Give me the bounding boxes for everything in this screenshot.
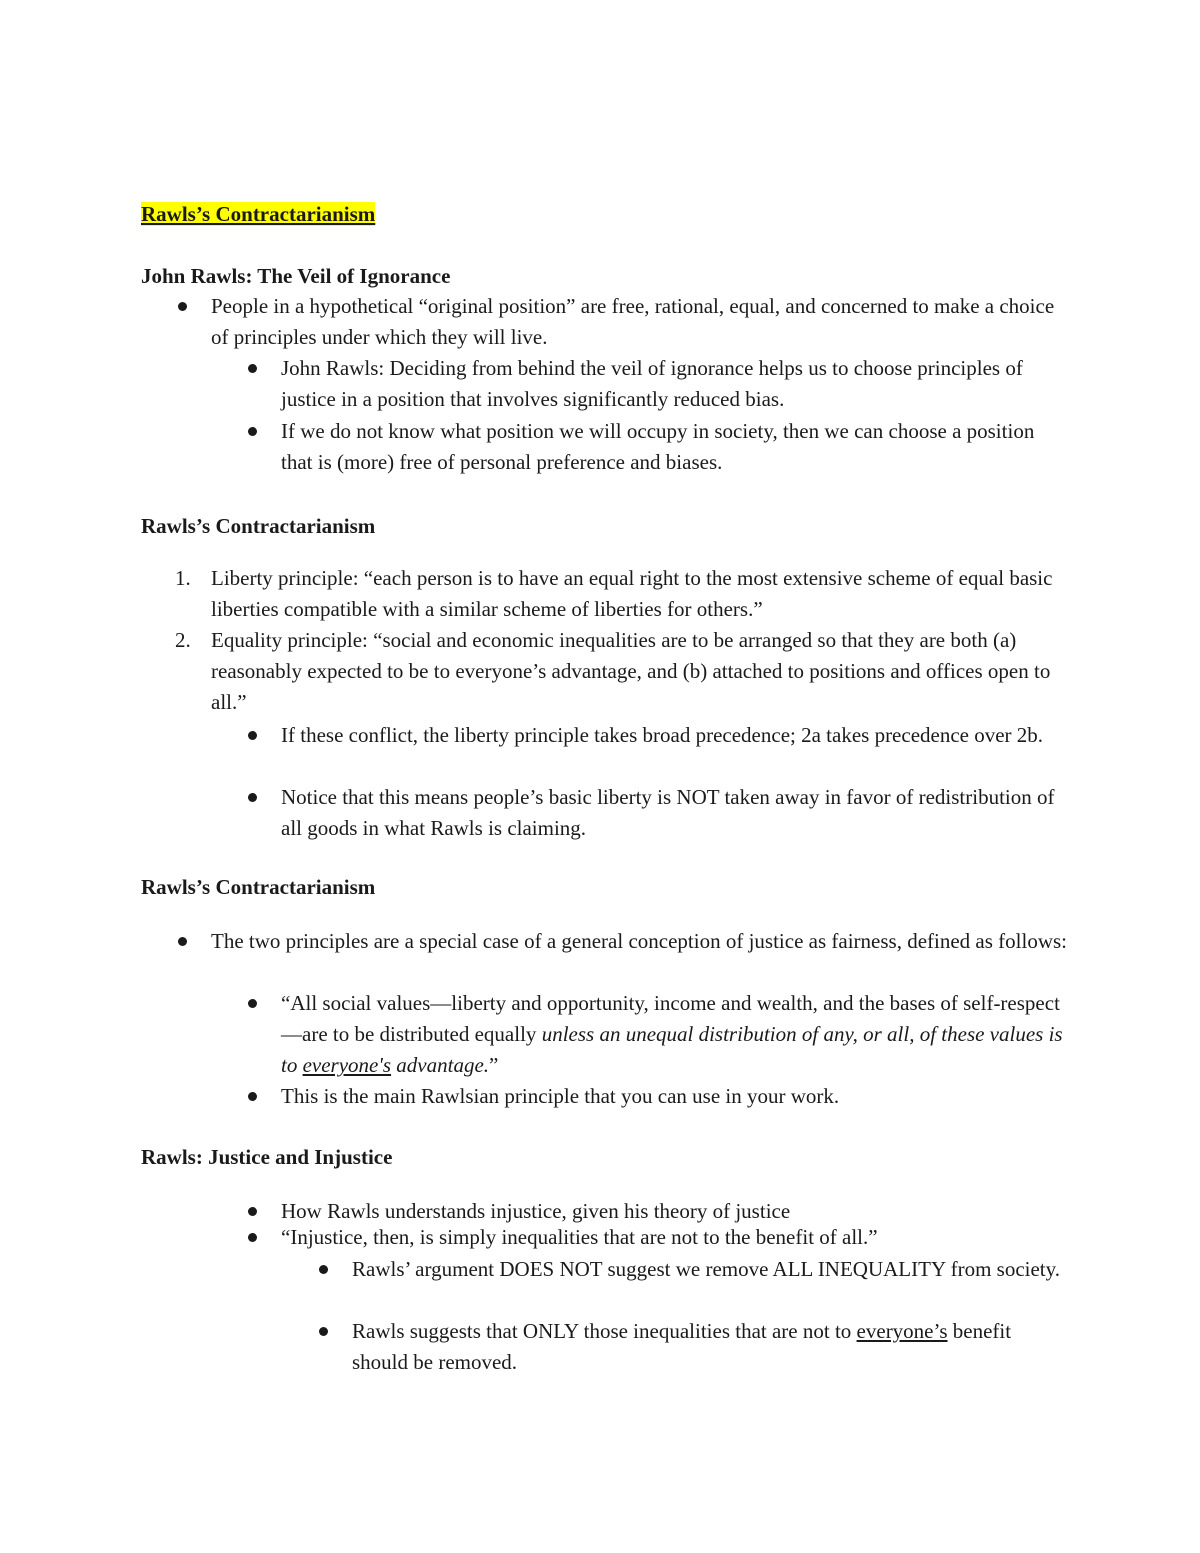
bullet-icon [178,937,187,946]
bullet-icon [319,1327,328,1336]
section-heading-contractarianism-2: Rawls’s Contractarianism [141,875,376,899]
list-item: John Rawls: Deciding from behind the veil of ignorance helps us to choose principles of justice in a position that involves significantly reduced bias. [281,353,1071,415]
section-heading-justice: Rawls: Justice and Injustice [141,1145,393,1169]
bullet-icon [248,1092,257,1101]
document-title: Rawls’s Contractarianism [141,202,376,226]
section-heading-contractarianism-1: Rawls’s Contractarianism [141,514,376,538]
list-item: “Injustice, then, is simply inequalities that are not to the benefit of all.” [281,1222,1071,1253]
list-item: If these conflict, the liberty principle takes broad precedence; 2a takes precedence over 2b. [281,720,1071,751]
bullet-icon [178,302,187,311]
list-item: How Rawls understands injustice, given his theory of justice [281,1196,1071,1227]
bullet-icon [319,1265,328,1274]
bullet-icon [248,793,257,802]
bullet-icon [248,1207,257,1216]
section-heading-veil: John Rawls: The Veil of Ignorance [141,264,451,288]
list-item: People in a hypothetical “original position” are free, rational, equal, and concerned to make a choice of principles under which they will live. [211,291,1071,353]
list-item: Rawls’ argument DOES NOT suggest we remove ALL INEQUALITY from society. [352,1254,1072,1285]
bullet-icon [248,427,257,436]
list-item: 2. Equality principle: “social and economic inequalities are to be arranged so that they are both (a) reasonably expected to be to everyone’s advantage, and (b) attached to positions and offices open to all.” [211,625,1071,718]
list-number: 1. [175,566,191,590]
list-item: The two principles are a special case of a general conception of justice as fairness, defined as follows: [211,926,1071,957]
list-item: If we do not know what position we will occupy in society, then we can choose a position that is (more) free of personal preference and biases. [281,416,1071,478]
list-item: “All social values—liberty and opportunity, income and wealth, and the bases of self-respect—are to be distributed equally unless an unequal distribution of any, or all, of these values is to everyone's advantage.” [281,988,1071,1081]
list-item: 1. Liberty principle: “each person is to have an equal right to the most extensive scheme of equal basic liberties compatible with a similar scheme of liberties for others.” [211,563,1071,625]
bullet-icon [248,731,257,740]
list-item: This is the main Rawlsian principle that you can use in your work. [281,1081,1071,1112]
list-item: Rawls suggests that ONLY those inequalities that are not to everyone’s benefit should be removed. [352,1316,1072,1378]
list-item: Notice that this means people’s basic liberty is NOT taken away in favor of redistribution of all goods in what Rawls is claiming. [281,782,1071,844]
list-number: 2. [175,628,191,652]
bullet-icon [248,1233,257,1242]
bullet-icon [248,999,257,1008]
bullet-icon [248,364,257,373]
